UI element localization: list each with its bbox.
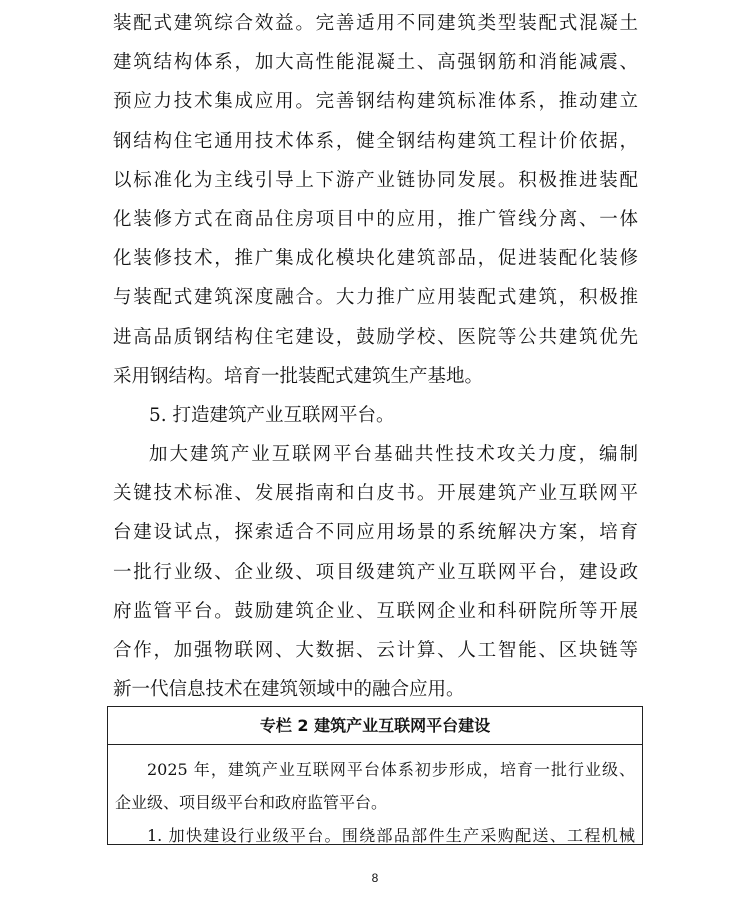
body-text (113, 4, 638, 709)
paragraph-1-line: 以标准化为主线引导上下游产业链协同发展。积极推进装配 (113, 169, 638, 191)
column-box-line: 2025 年，建筑产业互联网平台体系初步形成，培育一批行业级、 (147, 760, 635, 779)
paragraph-2-line: 关键技术标准、发展指南和白皮书。开展建筑产业互联网平 (113, 483, 638, 505)
column-box (107, 706, 643, 845)
section-heading: 5. 打造建筑产业互联网平台。 (149, 404, 395, 426)
paragraph-1-line: 钢结构住宅通用技术体系，健全钢结构建筑工程计价依据， (113, 130, 638, 152)
column-box-body (108, 745, 642, 852)
paragraph-2-line: 加大建筑产业互联网平台基础共性技术攻关力度，编制 (149, 444, 638, 466)
paragraph-1-line: 预应力技术集成应用。完善钢结构建筑标准体系，推动建立 (113, 91, 638, 113)
paragraph-2-line: 台建设试点，探索适合不同应用场景的系统解决方案，培育 (113, 522, 638, 544)
paragraph-2-line: 一批行业级、企业级、项目级建筑产业互联网平台，建设政 (113, 561, 638, 583)
paragraph-2-line: 府监管平台。鼓励建筑企业、互联网企业和科研院所等开展 (113, 600, 638, 622)
paragraph-2-line: 合作，加强物联网、大数据、云计算、人工智能、区块链等 (113, 640, 638, 661)
page-number: 8 (371, 871, 379, 885)
paragraph-1-line: 装配式建筑综合效益。完善适用不同建筑类型装配式混凝土 (113, 13, 638, 34)
paragraph-1-line: 化装修方式在商品住房项目中的应用，推广管线分离、一体 (113, 208, 638, 230)
column-box-title: 专栏 2 建筑产业互联网平台建设 (108, 707, 642, 745)
paragraph-1-line: 建筑结构体系，加大高性能混凝土、高强钢筋和消能减震、 (113, 52, 638, 74)
column-box-line: 1. 加快建设行业级平台。围绕部品部件生产采购配送、工程机械 (147, 826, 635, 845)
paragraph-1-line: 采用钢结构。培育一批装配式建筑生产基地。 (113, 365, 484, 387)
column-box-line: 企业级、项目级平台和政府监管平台。 (115, 793, 388, 812)
paragraph-1-line: 化装修技术，推广集成化模块化建筑部品，促进装配化装修 (113, 248, 638, 270)
paragraph-1-line: 进高品质钢结构住宅建设，鼓励学校、医院等公共建筑优先 (113, 326, 638, 348)
paragraph-2-line: 新一代信息技术在建筑领域中的融合应用。 (113, 679, 465, 701)
paragraph-1-line: 与装配式建筑深度融合。大力推广应用装配式建筑，积极推 (113, 287, 638, 309)
